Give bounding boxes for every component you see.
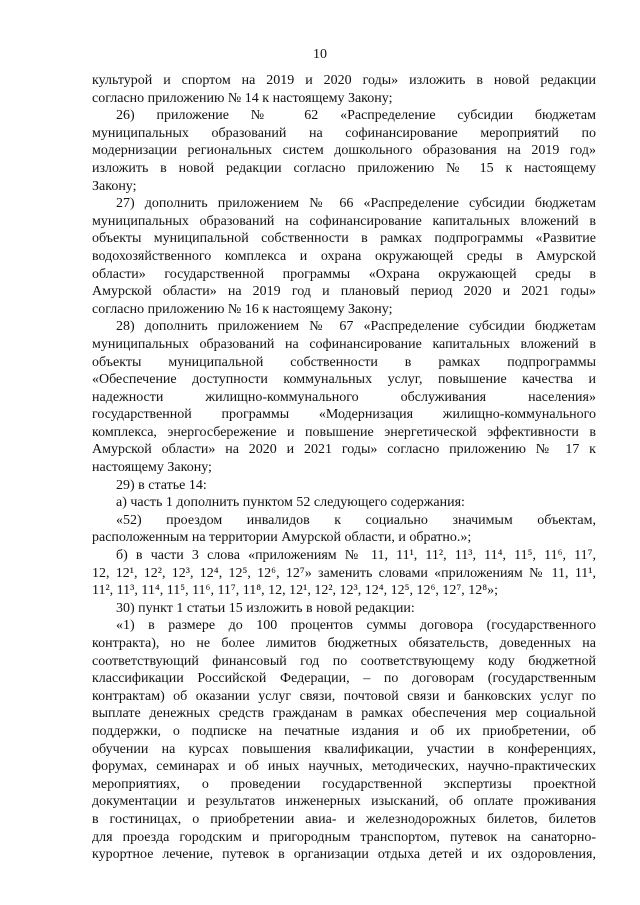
- text-line: выплате денежных средств гражданам в рамках обеспечения мер социальной: [92, 706, 596, 722]
- text-line: «1) в размере до 100 процентов суммы договора (государственного: [116, 618, 596, 634]
- text-line: водохозяйственного комплекса и охрана окружающей среды в Амурской: [92, 248, 596, 264]
- text-line: 28) дополнить приложением № 67 «Распределение субсидии бюджетам: [116, 319, 596, 335]
- text-line: 27) дополнить приложением № 66 «Распределение субсидии бюджетам: [116, 196, 596, 212]
- text-line: классификации Российской Федерации, – по договорам (государственным: [92, 671, 596, 687]
- text-line: согласно приложению № 16 к настоящему Закону;: [92, 301, 393, 317]
- text-line: контракта), но не более лимитов бюджетных обязательств, доведенных на: [92, 636, 596, 651]
- text-line: муниципальных образований на софинансирование капитальных вложений в: [92, 213, 596, 229]
- text-line: комплекса, энергосбережение и повышение энергетической эффективности в: [92, 424, 596, 440]
- text-line: 12, 12¹, 12², 12³, 12⁴, 12⁵, 12⁶, 12⁷» заменить словами «приложениям № 11, 11¹,: [92, 565, 596, 581]
- text-line: Амурской области» на 2019 год и плановый период 2020 и 2021 годы»: [92, 284, 596, 300]
- text-line: а) часть 1 дополнить пунктом 52 следующего содержания:: [116, 495, 465, 511]
- text-line: форумах, семинарах и об иных научных, методических, научно-практических: [92, 759, 596, 775]
- text-line: 26) приложение № 62 «Распределение субсидии бюджетам: [116, 108, 596, 124]
- text-line: муниципальных образований на софинансирование мероприятий по: [92, 125, 596, 141]
- text-line: 29) в статье 14:: [116, 477, 207, 493]
- text-line: контрактам) об оказании услуг связи, почтовой связи и банковских услуг по: [92, 688, 596, 704]
- text-line: объекты муниципальной собственности в рамках подпрограммы: [92, 354, 596, 370]
- text-line: документации и результатов инженерных изысканий, об оплате проживания: [92, 794, 596, 810]
- text-line: курортное лечение, путевок в организации отдыха детей и их оздоровления,: [92, 847, 596, 863]
- text-line: Закону;: [92, 178, 137, 194]
- text-line: объекты муниципальной собственности в рамках подпрограммы «Развитие: [92, 231, 596, 247]
- text-line: надежности жилищно-коммунального обслуживания населения»: [92, 389, 596, 405]
- text-line: в гостиницах, о приобретении авиа- и железнодорожных билетов, билетов: [92, 811, 596, 827]
- document-body: [92, 72, 596, 864]
- text-line: изложить в новой редакции согласно приложению № 15 к настоящему: [92, 160, 596, 176]
- text-line: поддержки, о подписке на печатные издания и об их приобретении, об: [92, 723, 596, 739]
- text-line: настоящему Закону;: [92, 460, 212, 476]
- text-line: 11², 11³, 11⁴, 11⁵, 11⁶, 11⁷, 11⁸, 12, 12¹, 12², 12³, 12⁴, 12⁵, 12⁶, 12⁷, 12⁸»;: [92, 583, 499, 599]
- text-line: области» государственной программы «Охрана окружающей среды в: [92, 266, 596, 282]
- text-line: государственной программы «Модернизация жилищно-коммунального: [92, 407, 596, 423]
- text-line: 30) пункт 1 статьи 15 изложить в новой редакции:: [116, 600, 415, 616]
- text-line: соответствующий финансовый год по соответствующему коду бюджетной: [92, 653, 596, 669]
- text-line: обучении на курсах повышения квалификации, участии в конференциях,: [92, 741, 596, 757]
- text-line: согласно приложению № 14 к настоящему Закону;: [92, 90, 393, 106]
- text-line: расположенным на территории Амурской области, и обратно.»;: [92, 530, 472, 546]
- text-line: муниципальных образований на софинансирование капитальных вложений в: [92, 336, 596, 352]
- text-line: Амурской области» на 2020 и 2021 годы» согласно приложению № 17 к: [92, 442, 596, 458]
- text-line: «Обеспечение доступности коммунальных услуг, повышение качества и: [92, 372, 596, 388]
- page-number: 10: [313, 47, 327, 62]
- text-line: «52) проездом инвалидов к социально значимым объектам,: [116, 512, 596, 528]
- text-line: мероприятиях, о проведении государственной экспертизы проектной: [92, 776, 596, 792]
- text-line: б) в части 3 слова «приложениям № 11, 11¹, 11², 11³, 11⁴, 11⁵, 11⁶, 11⁷,: [116, 548, 596, 564]
- text-line: модернизации региональных систем дошкольного образования на 2019 год»: [92, 143, 596, 159]
- text-line: для проезда городским и пригородным транспортом, путевок на санаторно-: [92, 829, 596, 845]
- text-line: культурой и спортом на 2019 и 2020 годы» изложить в новой редакции: [92, 73, 596, 88]
